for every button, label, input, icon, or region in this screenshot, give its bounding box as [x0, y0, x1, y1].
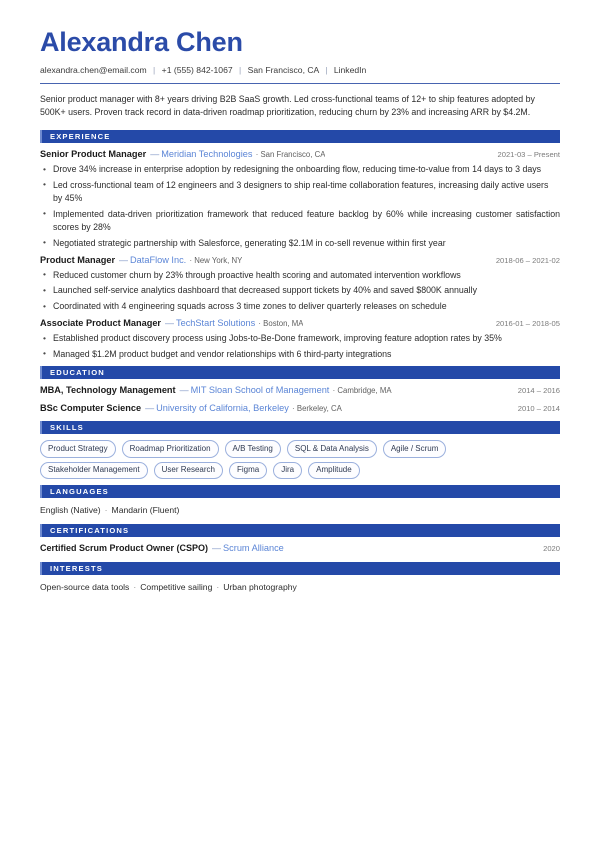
- section-title: CERTIFICATIONS: [50, 525, 130, 535]
- section-title: SKILLS: [50, 422, 84, 432]
- section-header-interests: [40, 562, 560, 575]
- education-entry: [40, 403, 560, 415]
- dash-separator: —: [119, 254, 129, 265]
- job-location: New York, NY: [194, 255, 243, 265]
- skill-pill[interactable]: Product Strategy: [40, 440, 116, 458]
- certification-issuer[interactable]: Scrum Alliance: [223, 542, 284, 553]
- interest-item: Urban photography: [223, 581, 297, 592]
- experience-bullets: [40, 163, 560, 250]
- section-title: INTERESTS: [50, 563, 103, 573]
- skill-pill[interactable]: Roadmap Prioritization: [122, 440, 219, 458]
- dash-separator: —: [150, 149, 160, 160]
- candidate-name: Alexandra Chen: [40, 27, 243, 57]
- certification-name: Certified Scrum Product Owner (CSPO): [40, 542, 209, 553]
- section-experience: [40, 130, 560, 361]
- education-entry-title-group: [40, 385, 392, 397]
- experience-entry-title-group: [40, 149, 325, 161]
- dash-separator: —: [179, 385, 189, 396]
- bullet-item: • Drove 34% increase in enterprise adoption by redesigning the onboarding flow, reducing time-to-value from 14 days to 3 days: [40, 163, 560, 176]
- dot-separator: ·: [255, 149, 259, 160]
- skills-pill-list: [40, 440, 560, 479]
- dash-separator: —: [165, 318, 175, 329]
- contact-separator: |: [153, 65, 156, 76]
- contact-linkedin-link[interactable]: LinkedIn: [333, 65, 367, 76]
- school-location: Cambridge, MA: [337, 386, 392, 396]
- contact-separator: |: [325, 65, 328, 76]
- skill-pill[interactable]: SQL & Data Analysis: [287, 440, 377, 458]
- job-dates: 2021-03 – Present: [497, 150, 560, 160]
- certification-entry: [40, 543, 560, 555]
- bullet-item: • Reduced customer churn by 23% through proactive health scoring and automated intervention workflows: [40, 269, 560, 282]
- section-title: EDUCATION: [50, 367, 105, 377]
- company-name[interactable]: Meridian Technologies: [161, 149, 253, 160]
- bullet-item: • Coordinated with 4 engineering squads across 3 time zones to deliver quarterly releases on schedule: [40, 300, 560, 313]
- contact-location: San Francisco, CA: [247, 65, 319, 76]
- contact-line: [40, 65, 560, 82]
- school-name[interactable]: University of California, Berkeley: [156, 403, 289, 414]
- bullet-item: • Managed $1.2M product budget and vendor relationships with 6 third-party integrations: [40, 348, 560, 361]
- experience-bullets: [40, 332, 560, 361]
- school-location: Berkeley, CA: [296, 404, 342, 414]
- skill-pill[interactable]: A/B Testing: [225, 440, 281, 458]
- section-certifications: [40, 524, 560, 555]
- contact-email[interactable]: alexandra.chen@email.com: [40, 65, 147, 76]
- degree-name: MBA, Technology Management: [40, 385, 176, 396]
- experience-entry-header: [40, 318, 560, 330]
- interests-list: [40, 581, 560, 594]
- resume-header: [40, 28, 560, 84]
- bullet-item: • Implemented data-driven prioritization framework that reduced feature backlog by 60% while increasing customer satisfaction scores by 28%: [40, 208, 560, 234]
- dash-separator: —: [145, 403, 155, 414]
- section-header-certifications: [40, 524, 560, 537]
- section-header-education: [40, 366, 560, 379]
- dot-separator: ·: [189, 254, 193, 265]
- job-role: Senior Product Manager: [40, 149, 147, 160]
- experience-entry-title-group: [40, 318, 303, 330]
- job-location: San Francisco, CA: [260, 150, 326, 160]
- languages-list: [40, 504, 560, 517]
- skill-pill[interactable]: Figma: [229, 462, 267, 480]
- section-interests: [40, 562, 560, 594]
- section-education: [40, 366, 560, 415]
- dot-separator: ·: [332, 385, 336, 396]
- interest-item: Open-source data tools: [40, 581, 130, 592]
- job-dates: 2016-01 – 2018-05: [495, 319, 560, 329]
- education-entry-header: [40, 385, 560, 397]
- education-entry-title-group: [40, 403, 342, 415]
- language-item: English (Native): [40, 505, 101, 516]
- experience-bullets: [40, 269, 560, 314]
- experience-entry: [40, 318, 560, 361]
- experience-entry: [40, 149, 560, 250]
- experience-entry: [40, 255, 560, 314]
- language-item: Mandarin (Fluent): [111, 505, 180, 516]
- dot-separator: ·: [258, 318, 262, 329]
- dot-separator: ·: [216, 581, 220, 592]
- company-name[interactable]: TechStart Solutions: [176, 318, 256, 329]
- section-header-languages: [40, 485, 560, 498]
- certification-title-group: [40, 543, 284, 555]
- job-dates: 2018-06 – 2021-02: [495, 255, 560, 265]
- education-entry-header: [40, 403, 560, 415]
- section-header-experience: [40, 130, 560, 143]
- skill-pill[interactable]: Amplitude: [308, 462, 360, 480]
- contact-phone[interactable]: +1 (555) 842-1067: [161, 65, 233, 76]
- bullet-item: • Led cross-functional team of 12 engineers and 3 designers to ship real-time collaboration features, increasing daily active users by 45%: [40, 179, 560, 205]
- experience-entry-header: [40, 255, 560, 267]
- certification-date: 2020: [543, 543, 560, 553]
- bullet-item: • Established product discovery process using Jobs-to-Be-Done framework, improving feature adoption rates by 35%: [40, 332, 560, 345]
- education-entry: [40, 385, 560, 397]
- job-role: Associate Product Manager: [40, 318, 162, 329]
- interest-item: Competitive sailing: [140, 581, 213, 592]
- professional-summary: Senior product manager with 8+ years driving B2B SaaS growth. Led cross-functional teams of 12+ to ship features adopted by 500K+ users. Proven track record in data-driven roadmap prioritization, reducing churn by 23% and increasing ARR by $4.2M.: [40, 93, 535, 117]
- school-name[interactable]: MIT Sloan School of Management: [190, 385, 330, 396]
- section-skills: [40, 421, 560, 479]
- dot-separator: ·: [291, 403, 295, 414]
- skill-pill[interactable]: Agile / Scrum: [383, 440, 447, 458]
- job-location: Boston, MA: [263, 319, 304, 329]
- contact-separator: |: [239, 65, 242, 76]
- section-title: LANGUAGES: [50, 486, 109, 496]
- education-dates: 2010 – 2014: [517, 404, 560, 414]
- degree-name: BSc Computer Science: [40, 403, 142, 414]
- bullet-item: • Launched self-service analytics dashboard that decreased support tickets by 40% and saved $800K annually: [40, 284, 560, 297]
- certification-entry-header: [40, 543, 560, 555]
- header-divider: [40, 83, 560, 84]
- skill-pill[interactable]: Jira: [273, 462, 302, 480]
- dot-separator: ·: [104, 505, 108, 516]
- experience-entry-title-group: [40, 255, 242, 267]
- experience-entry-header: [40, 149, 560, 161]
- skill-pill[interactable]: Stakeholder Management: [40, 462, 148, 480]
- bullet-item: • Negotiated strategic partnership with Salesforce, generating $2.1M in co-sell revenue within first year: [40, 237, 560, 250]
- section-header-skills: [40, 421, 560, 434]
- job-role: Product Manager: [40, 254, 116, 265]
- section-title: EXPERIENCE: [50, 131, 111, 141]
- company-name[interactable]: DataFlow Inc.: [130, 254, 187, 265]
- dot-separator: ·: [133, 581, 137, 592]
- dash-separator: —: [212, 542, 222, 553]
- section-languages: [40, 485, 560, 517]
- skill-pill[interactable]: User Research: [154, 462, 223, 480]
- education-dates: 2014 – 2016: [517, 386, 560, 396]
